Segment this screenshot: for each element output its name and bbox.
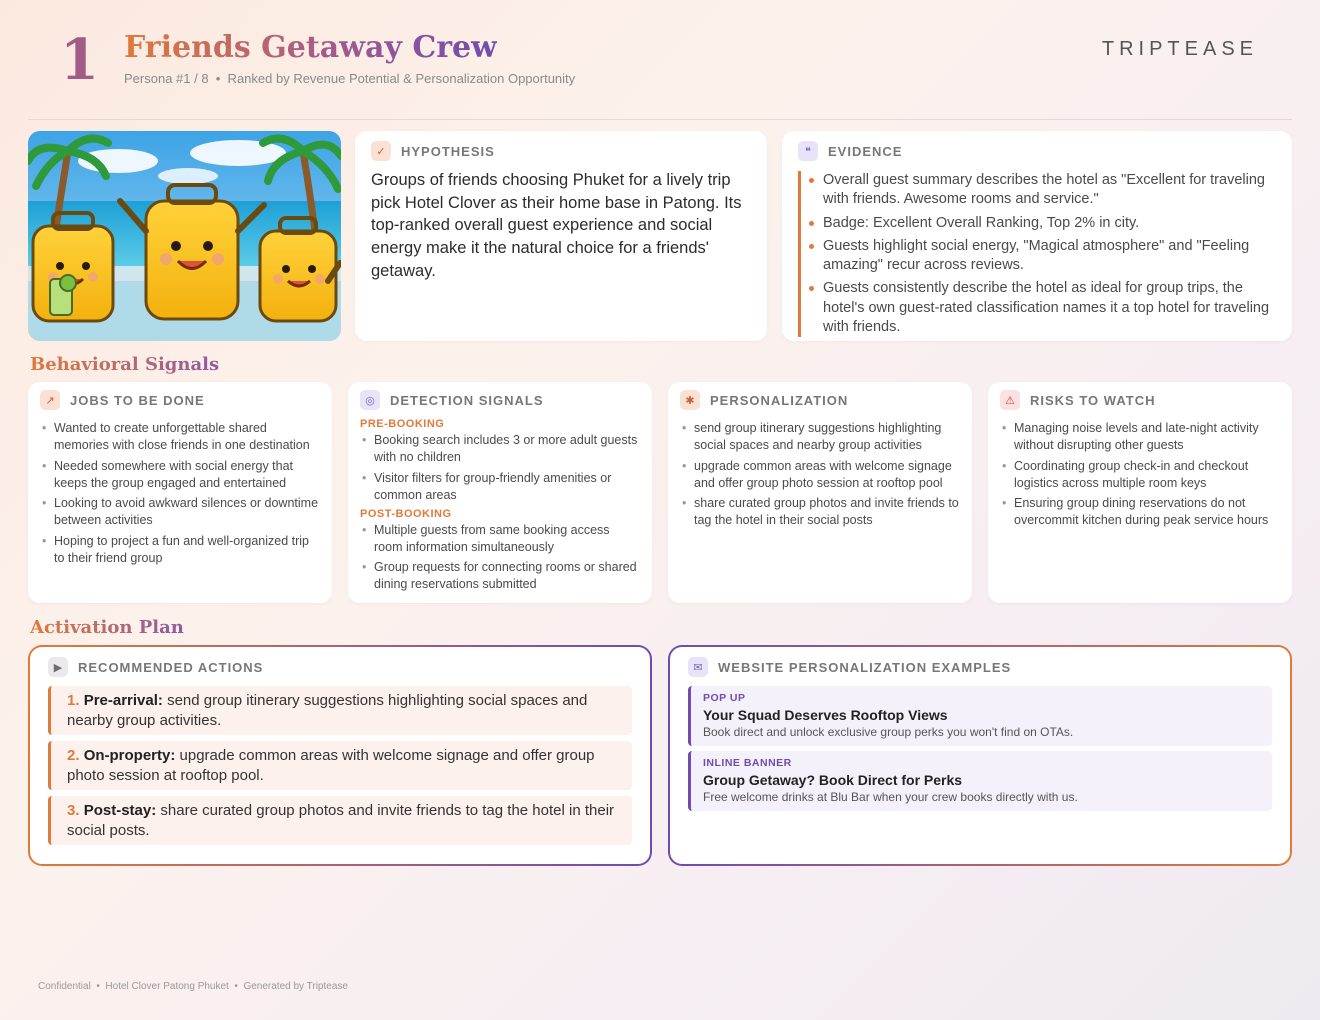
action-phase: On-property: bbox=[83, 747, 176, 764]
envelope-icon: ✉ bbox=[688, 657, 708, 677]
evidence-item: Overall guest summary describes the hotel as "Excellent for traveling with friends. Awesome rooms and service." bbox=[823, 171, 1276, 210]
brand-logo: TRIPTEASE bbox=[1101, 38, 1258, 60]
jobs-label: JOBS TO BE DONE bbox=[70, 392, 205, 408]
check-icon: ✓ bbox=[371, 141, 391, 161]
detection-signals-card bbox=[348, 382, 652, 603]
list-item: • Coordinating group check-in and checkout logistics across multiple room keys bbox=[1000, 458, 1280, 492]
action-number: 3. bbox=[67, 802, 80, 819]
action-text: share curated group photos and invite friends to tag the hotel in their social posts. bbox=[67, 802, 615, 839]
action-text: upgrade common areas with welcome signage and offer group photo session at rooftop pool. bbox=[67, 747, 595, 784]
play-icon: ▶ bbox=[48, 657, 68, 677]
detection-label: DETECTION SIGNALS bbox=[390, 392, 544, 408]
action-item bbox=[48, 741, 632, 790]
example-description: Free welcome drinks at Blu Bar when your crew books directly with us. bbox=[703, 790, 1078, 804]
sparkle-icon: ✱ bbox=[680, 390, 700, 410]
persona-number: 1 bbox=[60, 27, 99, 93]
examples-label: WEBSITE PERSONALIZATION EXAMPLES bbox=[718, 659, 1012, 675]
quote-icon: ❝ bbox=[798, 141, 818, 161]
actions-label: RECOMMENDED ACTIONS bbox=[78, 659, 264, 675]
arrow-up-right-icon: ↗ bbox=[40, 390, 60, 410]
example-inline-banner bbox=[688, 751, 1272, 811]
risks-to-watch-card bbox=[988, 382, 1292, 603]
example-popup bbox=[688, 686, 1272, 746]
list-item: • Visitor filters for group-friendly amenities or common areas bbox=[360, 470, 640, 504]
action-number: 2. bbox=[67, 747, 80, 764]
example-title: Group Getaway? Book Direct for Perks bbox=[703, 772, 963, 788]
list-item: • Group requests for connecting rooms or shared dining reservations submitted bbox=[360, 559, 640, 593]
activation-plan-title: Activation Plan bbox=[30, 617, 184, 638]
list-item: • Wanted to create unforgettable shared memories with close friends in one destination bbox=[40, 420, 320, 454]
website-personalization-card bbox=[668, 645, 1292, 866]
recommended-actions-card bbox=[28, 645, 652, 866]
pre-booking-label: PRE-BOOKING bbox=[360, 418, 445, 430]
personalization-card bbox=[668, 382, 972, 603]
hero-illustration bbox=[28, 131, 341, 341]
risks-label: RISKS TO WATCH bbox=[1030, 392, 1156, 408]
action-phase: Post-stay: bbox=[83, 802, 157, 819]
hypothesis-label: HYPOTHESIS bbox=[401, 143, 495, 159]
header-divider bbox=[28, 119, 1292, 120]
evidence-item: Badge: Excellent Overall Ranking, Top 2% in city. bbox=[823, 214, 1276, 233]
evidence-item: Guests consistently describe the hotel as ideal for group trips, the hotel's own guest-rated classification names it a top hotel for traveling with friends. bbox=[823, 279, 1276, 337]
warning-icon: ⚠ bbox=[1000, 390, 1020, 410]
persona-page bbox=[28, 0, 1292, 1020]
evidence-card bbox=[782, 131, 1292, 341]
header bbox=[28, 24, 1292, 120]
evidence-label: EVIDENCE bbox=[828, 143, 903, 159]
jobs-to-be-done-card bbox=[28, 382, 332, 603]
list-item: • share curated group photos and invite friends to tag the hotel in their social posts bbox=[680, 495, 960, 529]
hypothesis-card bbox=[355, 131, 767, 341]
list-item: • Needed somewhere with social energy that keeps the group engaged and entertained bbox=[40, 458, 320, 492]
action-text: send group itinerary suggestions highlighting social spaces and nearby group activities. bbox=[67, 692, 588, 729]
list-item: • Booking search includes 3 or more adult guests with no children bbox=[360, 432, 640, 466]
hypothesis-text: Groups of friends choosing Phuket for a lively trip pick Hotel Clover as their home base in Patong. Its top-ranked overall guest experience and social energy make it the natural choice for a friends' getaway. bbox=[371, 171, 742, 280]
list-item: • Multiple guests from same booking access room information simultaneously bbox=[360, 522, 640, 556]
example-type: INLINE BANNER bbox=[703, 757, 792, 769]
example-description: Book direct and unlock exclusive group perks you won't find on OTAs. bbox=[703, 725, 1074, 739]
list-item: • Ensuring group dining reservations do not overcommit kitchen during peak service hours bbox=[1000, 495, 1280, 529]
list-item: • upgrade common areas with welcome signage and offer group photo session at rooftop pool bbox=[680, 458, 960, 492]
persona-subtitle: Persona #1 / 8 • Ranked by Revenue Potential & Personalization Opportunity bbox=[124, 71, 576, 86]
list-item: • send group itinerary suggestions highlighting social spaces and nearby group activities bbox=[680, 420, 960, 454]
evidence-item: Guests highlight social energy, "Magical atmosphere" and "Feeling amazing" recur across reviews. bbox=[823, 237, 1276, 276]
list-item: • Looking to avoid awkward silences or downtime between activities bbox=[40, 495, 320, 529]
list-item: • Hoping to project a fun and well-organized trip to their friend group bbox=[40, 533, 320, 567]
example-type: POP UP bbox=[703, 692, 746, 704]
example-title: Your Squad Deserves Rooftop Views bbox=[703, 707, 948, 723]
action-phase: Pre-arrival: bbox=[83, 692, 163, 709]
action-number: 1. bbox=[67, 692, 80, 709]
action-item bbox=[48, 796, 632, 845]
list-item: • Managing noise levels and late-night activity without disrupting other guests bbox=[1000, 420, 1280, 454]
target-icon: ◎ bbox=[360, 390, 380, 410]
suitcase-friends-illustration bbox=[28, 131, 341, 341]
personalization-label: PERSONALIZATION bbox=[710, 392, 849, 408]
action-item bbox=[48, 686, 632, 735]
post-booking-label: POST-BOOKING bbox=[360, 507, 452, 520]
footer: Confidential • Hotel Clover Patong Phuket • Generated by Triptease bbox=[38, 981, 348, 992]
persona-title: Friends Getaway Crew bbox=[124, 30, 497, 65]
behavioral-signals-title: Behavioral Signals bbox=[30, 354, 220, 375]
